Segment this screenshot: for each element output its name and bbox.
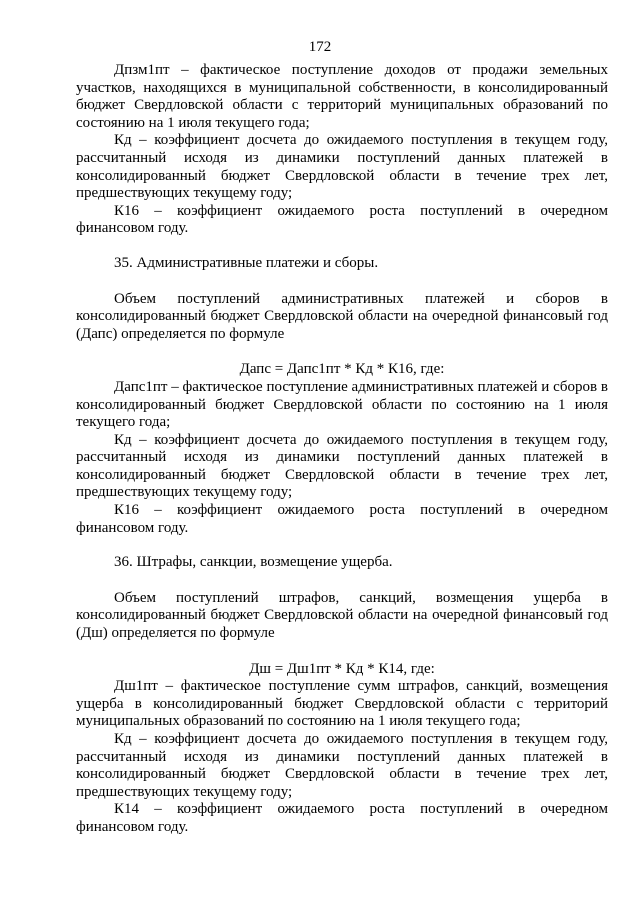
paragraph-k14-definition: К14 – коэффициент ожидаемого роста поступлений в очередном финансовом году. [76, 801, 608, 835]
paragraph-kd-definition: Кд – коэффициент досчета до ожидаемого поступления в текущем году, рассчитанный исходя из динамики поступлений данных платежей в консолидированный бюджет Свердловской области в течение трех лет, предшествующих текущему году; [76, 132, 608, 202]
paragraph-dpzm-definition: Дпзм1пт – фактическое поступление доходов от продажи земельных участков, находящихся в муниципальной собственности, в консолидированный бюджет Свердловской области с территорий муниципальных образований по состоянию на 1 июля текущего года; [76, 62, 608, 131]
section-36-formula: Дш = Дш1пт * Кд * К14, где: [249, 660, 435, 677]
paragraph-k16-definition-35: К16 – коэффициент ожидаемого роста поступлений в очередном финансовом году. [76, 502, 608, 536]
paragraph-kd-definition-36: Кд – коэффициент досчета до ожидаемого поступления в текущем году, рассчитанный исходя из динамики поступлений данных платежей в консолидированный бюджет Свердловской области в течение трех лет, предшествующих текущему году; [76, 731, 608, 800]
section-36-heading: 36. Штрафы, санкции, возмещение ущерба. [114, 554, 393, 571]
document-body [76, 62, 608, 837]
paragraph-k16-definition: К16 – коэффициент ожидаемого роста поступлений в очередном финансовом году. [76, 202, 608, 237]
section-35-heading: 35. Административные платежи и сборы. [114, 254, 379, 271]
page-number: 172 [308, 39, 332, 55]
section-36-intro: Объем поступлений штрафов, санкций, возмещения ущерба в консолидированный бюджет Свердловской области на очередной финансовый год (Дш) определяется по формуле [76, 589, 608, 642]
section-35-intro: Объем поступлений административных платежей и сборов в консолидированный бюджет Свердловской области на очередной финансовый год (Дапс) определяется по формуле [76, 290, 608, 342]
paragraph-kd-definition-35: Кд – коэффициент досчета до ожидаемого поступления в текущем году, рассчитанный исходя из динамики поступлений данных платежей в консолидированный бюджет Свердловской области в течение трех лет, предшествующих текущему году; [76, 431, 608, 501]
paragraph-daps-definition: Дапс1пт – фактическое поступление административных платежей и сборов в консолидированный бюджет Свердловской области по состоянию на 1 июля текущего года; [76, 378, 608, 431]
section-35-formula: Дапс = Дапс1пт * Кд * К16, где: [239, 361, 445, 378]
paragraph-dsh-definition: Дш1пт – фактическое поступление сумм штрафов, санкций, возмещения ущерба в консолидированный бюджет Свердловской области с территорий муниципальных образований по состоянию на 1 июля текущего года; [76, 678, 608, 730]
